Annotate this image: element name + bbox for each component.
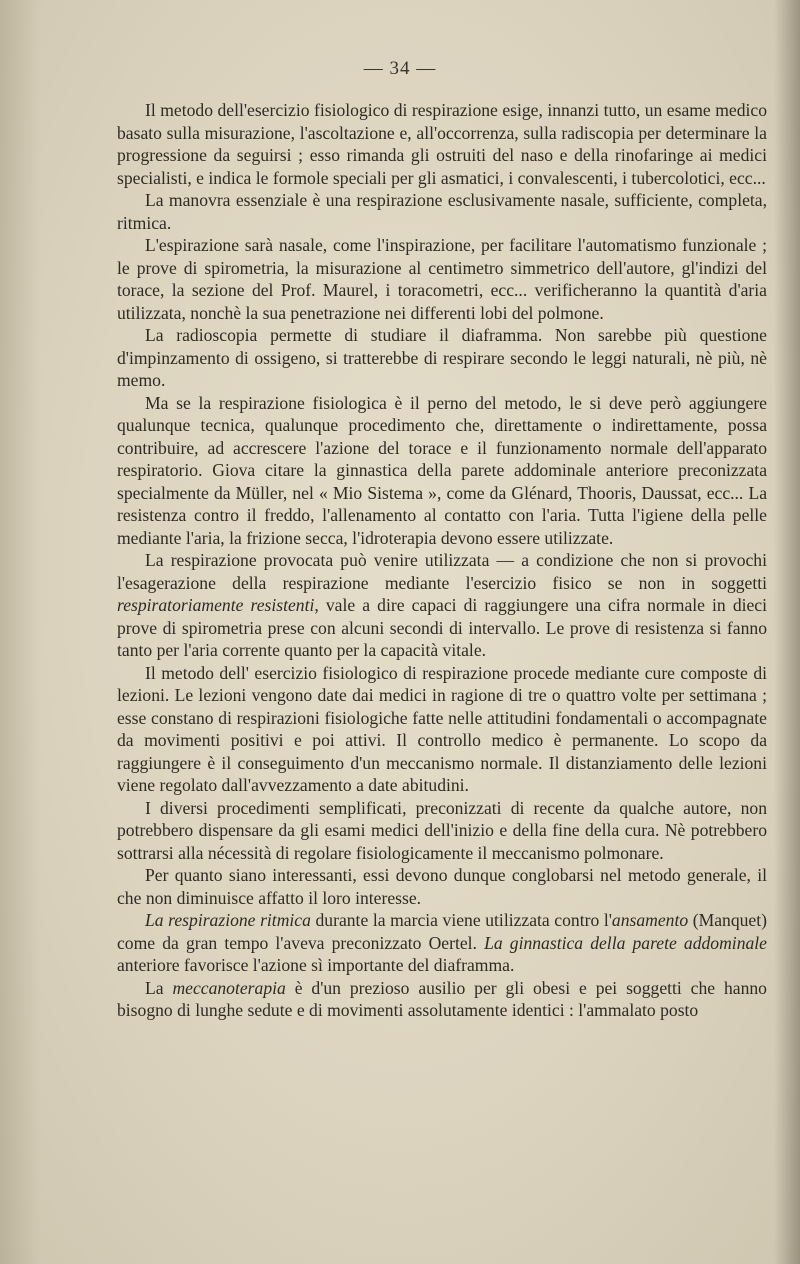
text-segment: La respirazione provocata può venire utilizzata — a condizione che non si provochi l'esagerazione della respirazione mediante l'esercizio fisico se non in soggetti <box>117 550 767 593</box>
text-segment: (Manquet) come da gran tempo l'aveva preconizzato Oertel. <box>117 910 767 953</box>
paragraph <box>117 662 767 797</box>
text-segment: Ma se la respirazione fisiologica è il perno del metodo, le si deve però aggiungere qualunque tecnica, qualunque procedimento che, direttamente o indirettamente, possa contribuire, ad accrescere l'azione del torace e il funzionamento normale dell'apparato respiratorio. Giova citare la ginnastica della parete addominale anteriore preconizzata specialmente da Müller, nel « Mio Sistema », come da Glénard, Thooris, Daussat, ecc... La resistenza contro il freddo, l'allenamento al contatto con l'aria. Tutta l'igiene della pelle mediante l'aria, la frizione secca, l'idroterapia devono essere utilizzate. <box>117 392 767 548</box>
text-segment: Il metodo dell'esercizio fisiologico di respirazione esige, innanzi tutto, un esame medico basato sulla misurazione, l'ascoltazione e, all'occorrenza, sulla radiscopia per determinare la progressione da seguirsi ; esso rimanda gli ostruiti del naso e della rinofaringe ai medici specialisti, e indica le formole speciali per gli asmatici, i convalescenti, i tubercolotici, ecc... <box>117 100 767 188</box>
text-segment: è d'un prezioso ausilio per gli obesi e pei soggetti che hanno bisogno di lunghe sedute e di movimenti assolutamente identici : l'ammalato posto <box>117 977 767 1020</box>
paragraph <box>117 797 767 865</box>
italic-text: meccanoterapia <box>172 977 286 998</box>
paragraph <box>117 189 767 234</box>
paragraph <box>117 324 767 392</box>
paragraph <box>117 99 767 189</box>
text-segment: durante la marcia viene utilizzata contro l' <box>310 910 612 930</box>
text-segment: I diversi procedimenti semplificati, preconizzati di recente da qualche autore, non potrebbero dispensare da gli esami medici dell'inizio e della fine della cura. Nè potrebbero sottrarsi alla nécessità di regolare fisiologicamente il meccanismo polmonare. <box>117 797 767 863</box>
page-number: — 34 — <box>363 58 437 79</box>
text-segment: , vale a dire capaci di raggiungere una cifra normale in dieci prove di spirometria prese con alcuni secondi di intervallo. Le prove di resistenza si fanno tanto per l'aria corrente quanto per la capacità vitale. <box>117 595 768 660</box>
text-segment: La manovra essenziale è una respirazione esclusivamente nasale, sufficiente, completa, ritmica. <box>117 190 767 233</box>
italic-text: La ginnastica della parete addominale <box>484 932 767 953</box>
paragraph <box>117 977 767 1022</box>
paragraph <box>117 864 767 909</box>
text-segment: Il metodo dell' esercizio fisiologico di respirazione procede mediante cure composte di lezioni. Le lezioni vengono date dai medici in ragione di tre o quattro volte per settimana ; esse constano di respirazioni fisiologiche fatte nelle attitudini fondamentali o accompagnate da movimenti positivi e poi attivi. Il controllo medico è permanente. Lo scopo da raggiungere è il conseguimento d'un meccanismo normale. Il distanziamento delle lezioni viene regolato dall'avvezzamento a date abitudini. <box>117 662 767 795</box>
text-segment: anteriore favorisce l'azione sì importante del diaframma. <box>117 955 515 975</box>
body-text <box>117 99 767 1022</box>
paragraph <box>117 909 767 977</box>
italic-text: La respirazione ritmica <box>145 910 311 930</box>
paragraph <box>117 549 767 662</box>
text-segment: La radioscopia permette di studiare il diaframma. Non sarebbe più questione d'impinzamento di ossigeno, si tratterebbe di respirare secondo le leggi naturali, nè più, nè memo. <box>117 325 767 390</box>
text-segment: La <box>145 977 173 998</box>
paragraph <box>117 234 767 324</box>
italic-text: respiratoriamente resistenti <box>117 595 315 615</box>
paragraph <box>117 392 767 550</box>
italic-text: ansamento <box>611 910 689 930</box>
text-segment: L'espirazione sarà nasale, come l'inspirazione, per facilitare l'automatismo funzionale ; le prove di spirometria, la misurazione al centimetro simmetrico dell'autore, gl'indizi del torace, la sezione del Prof. Maurel, i toracometri, ecc... verificheranno la quantità d'aria utilizzata, nonchè la sua penetrazione nei differenti lobi del polmone. <box>117 235 767 323</box>
text-segment: Per quanto siano interessanti, essi devono dunque conglobarsi nel metodo generale, il che non diminuisce affatto il loro interesse. <box>117 865 767 908</box>
